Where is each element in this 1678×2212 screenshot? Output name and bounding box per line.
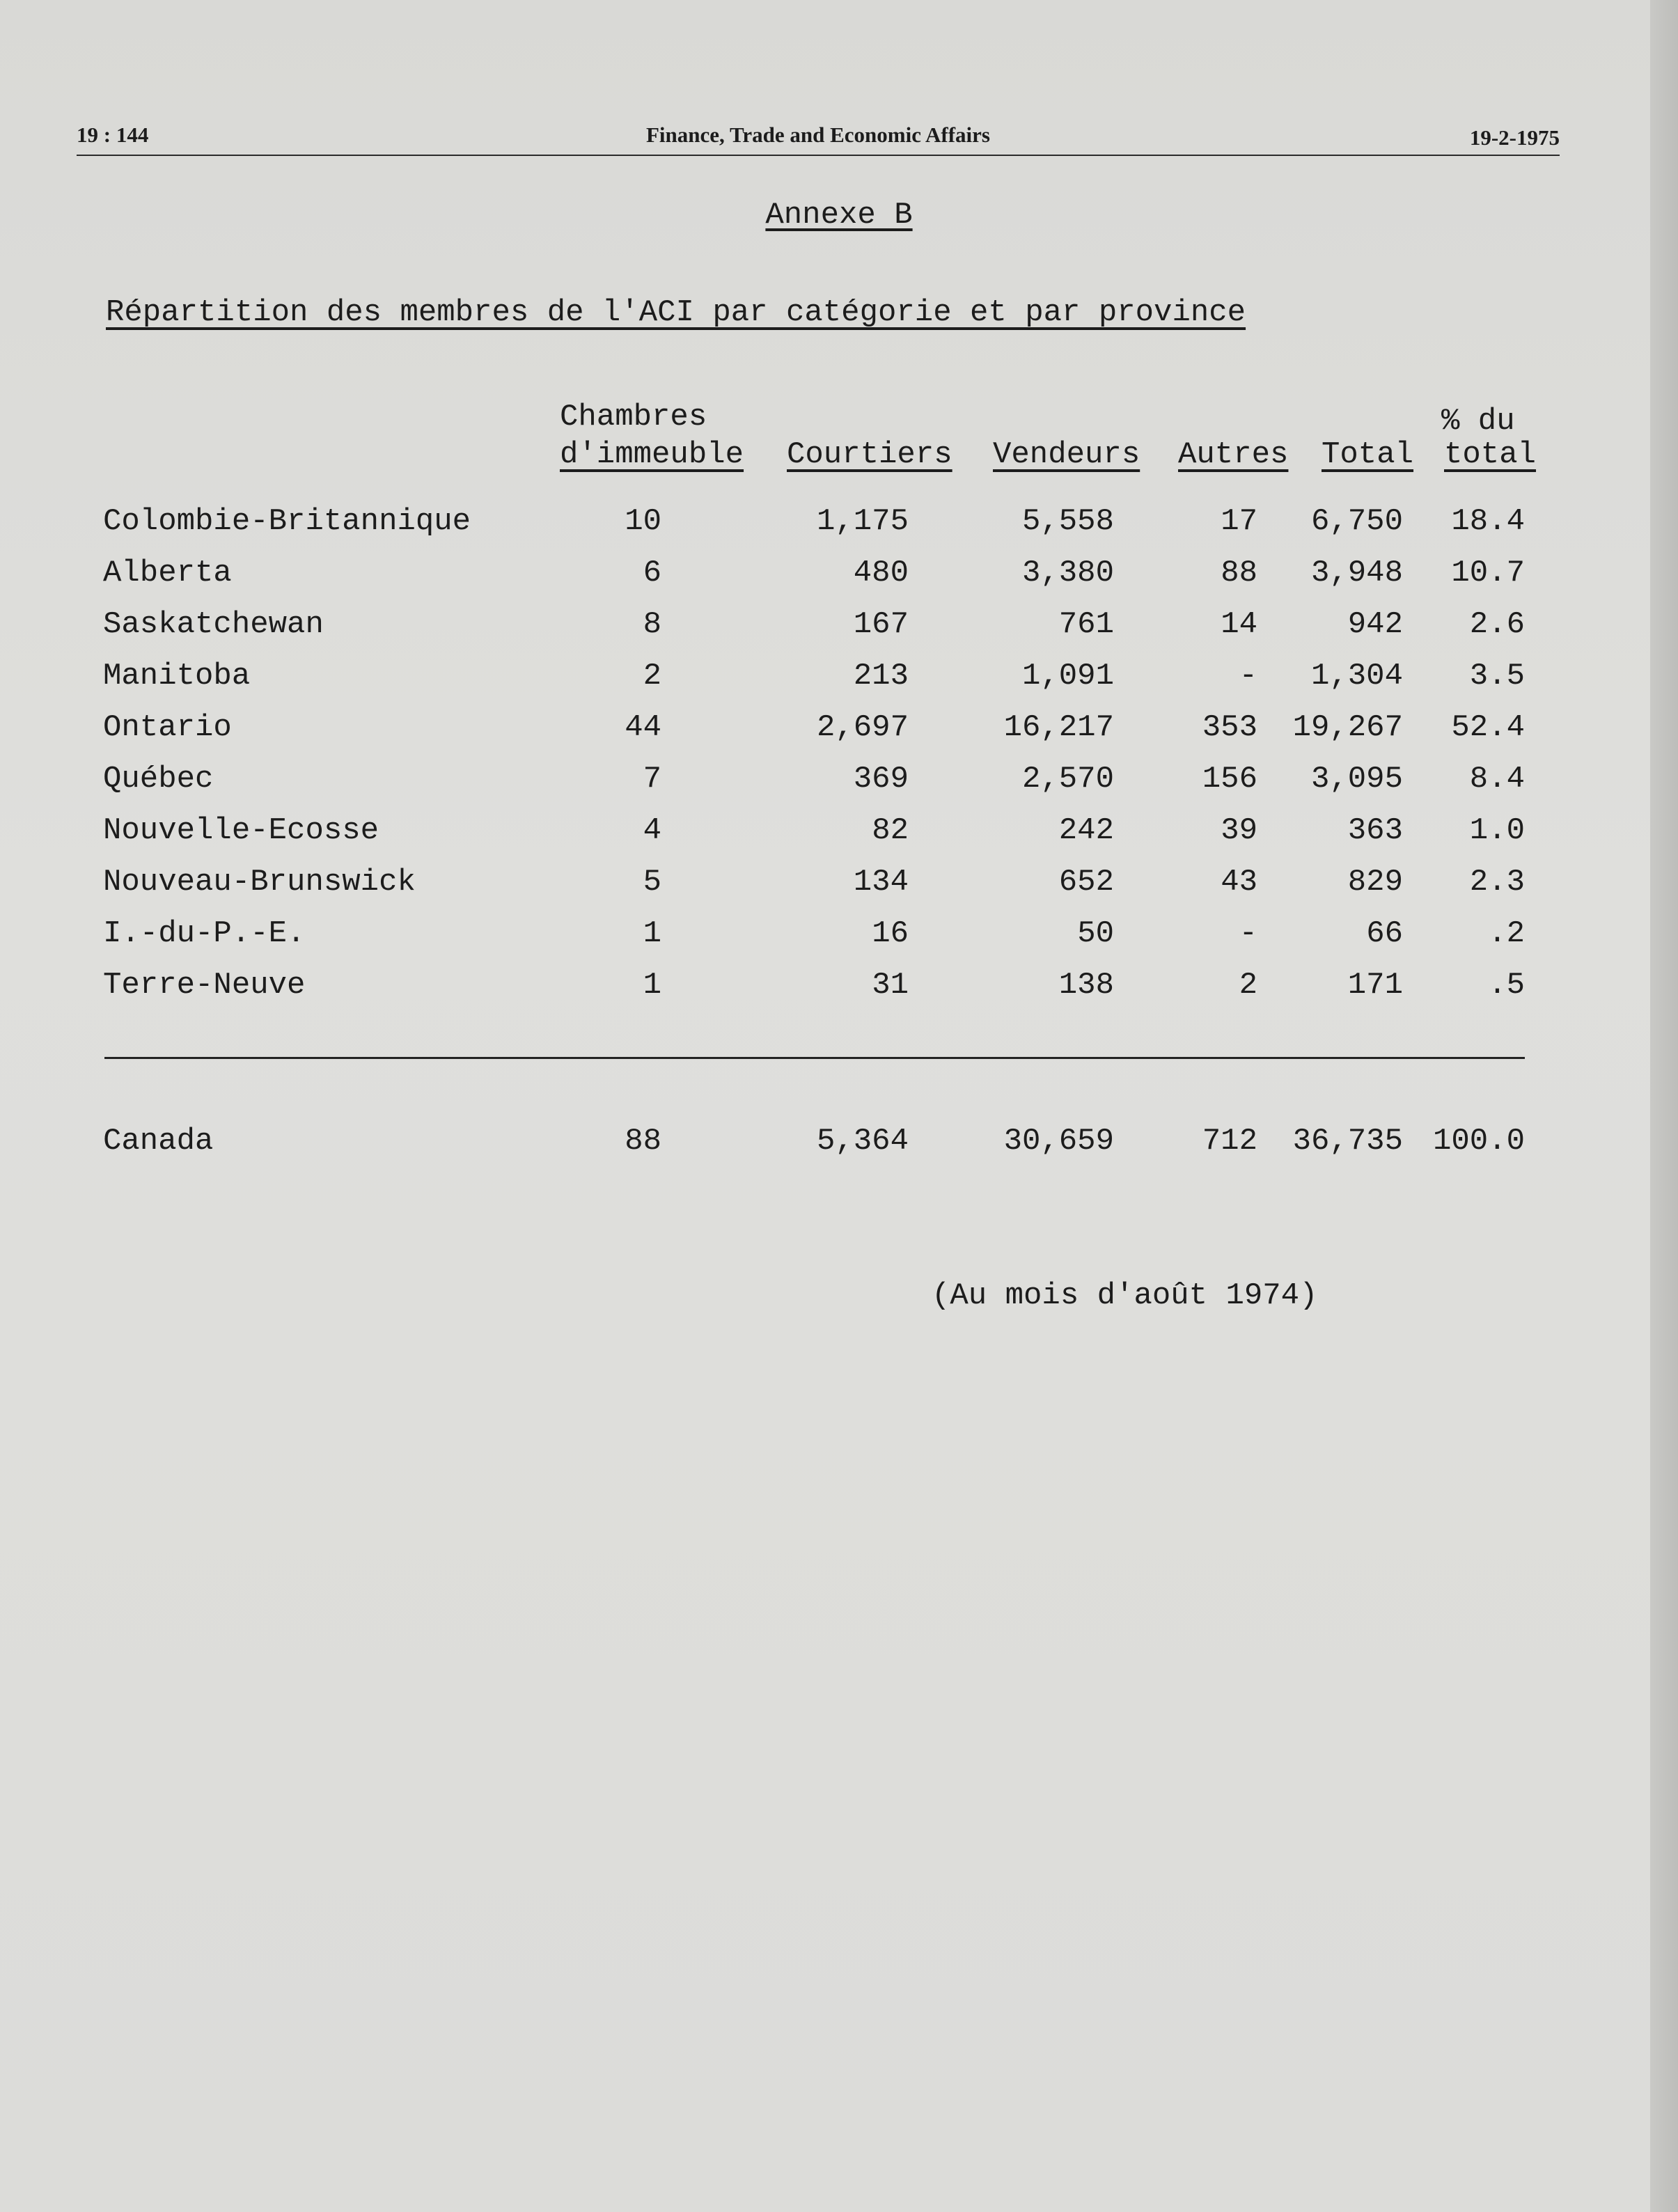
- chambres-value: 6: [643, 556, 661, 590]
- autres-value: 2: [1239, 968, 1257, 1003]
- total-value: 942: [1347, 607, 1403, 642]
- autres-value: 17: [1221, 504, 1257, 539]
- table-row: [0, 813, 1678, 855]
- page-edge-shadow: [1650, 0, 1678, 2212]
- province-name: Québec: [103, 762, 214, 797]
- vendeurs-value: 3,380: [1021, 556, 1114, 590]
- date-footnote: (Au mois d'août 1974): [932, 1278, 1318, 1313]
- table-row: [0, 762, 1678, 803]
- col-pct-line1: % du: [1441, 404, 1515, 439]
- province-name: Alberta: [103, 556, 232, 590]
- pct-value: 8.4: [1469, 762, 1525, 797]
- courtiers-value: 480: [853, 556, 909, 590]
- table-row: [0, 865, 1678, 907]
- chambres-value: 10: [625, 504, 661, 539]
- vendeurs-value: 2,570: [1021, 762, 1114, 797]
- total-value: 66: [1366, 916, 1403, 951]
- province-name: Manitoba: [103, 659, 251, 693]
- annex-title: Annexe B: [765, 198, 913, 233]
- autres-value: 156: [1202, 762, 1257, 797]
- col-chambres-line2: d'immeuble: [560, 437, 744, 472]
- vendeurs-total: 30,659: [1003, 1124, 1114, 1159]
- col-autres: Autres: [1178, 437, 1289, 472]
- page-number: 19 : 144: [77, 123, 149, 147]
- vendeurs-value: 138: [1058, 968, 1114, 1003]
- table-row: [0, 504, 1678, 546]
- courtiers-value: 31: [872, 968, 909, 1003]
- table-total-rule: [104, 1057, 1525, 1059]
- page-header: [77, 123, 1560, 157]
- courtiers-value: 1,175: [816, 504, 909, 539]
- vendeurs-value: 16,217: [1003, 710, 1114, 745]
- courtiers-value: 213: [853, 659, 909, 693]
- courtiers-value: 167: [853, 607, 909, 642]
- col-total: Total: [1322, 437, 1414, 472]
- autres-value: 88: [1221, 556, 1257, 590]
- total-value: 171: [1347, 968, 1403, 1003]
- vendeurs-value: 242: [1058, 813, 1114, 848]
- courtiers-value: 16: [872, 916, 909, 951]
- pct-value: 52.4: [1451, 710, 1525, 745]
- col-courtiers: Courtiers: [787, 437, 952, 472]
- chambres-total: 88: [625, 1124, 661, 1159]
- autres-value: 39: [1221, 813, 1257, 848]
- autres-value: 353: [1202, 710, 1257, 745]
- autres-value: -: [1239, 916, 1257, 951]
- vendeurs-value: 652: [1058, 865, 1114, 900]
- province-name: Ontario: [103, 710, 232, 745]
- pct-value: 2.6: [1469, 607, 1525, 642]
- total-row: [0, 1124, 1678, 1166]
- total-value: 19,267: [1292, 710, 1403, 745]
- pct-value: .2: [1488, 916, 1525, 951]
- courtiers-value: 134: [853, 865, 909, 900]
- total-row-name: Canada: [103, 1124, 214, 1159]
- vendeurs-value: 50: [1077, 916, 1114, 951]
- courtiers-value: 369: [853, 762, 909, 797]
- chambres-value: 2: [643, 659, 661, 693]
- pct-value: 3.5: [1469, 659, 1525, 693]
- pct-value: .5: [1488, 968, 1525, 1003]
- province-name: Nouvelle-Ecosse: [103, 813, 379, 848]
- province-name: Colombie-Britannique: [103, 504, 471, 539]
- province-name: Nouveau-Brunswick: [103, 865, 416, 900]
- pct-total: 100.0: [1432, 1124, 1525, 1159]
- vendeurs-value: 1,091: [1021, 659, 1114, 693]
- total-value: 1,304: [1310, 659, 1403, 693]
- publication-title: Finance, Trade and Economic Affairs: [646, 123, 990, 147]
- province-name: I.-du-P.-E.: [103, 916, 306, 951]
- table-row: [0, 710, 1678, 752]
- table-row: [0, 968, 1678, 1010]
- table-row: [0, 659, 1678, 700]
- total-value: 363: [1347, 813, 1403, 848]
- courtiers-total: 5,364: [816, 1124, 909, 1159]
- col-pct-line2: total: [1444, 437, 1537, 472]
- province-name: Saskatchewan: [103, 607, 324, 642]
- pct-value: 1.0: [1469, 813, 1525, 848]
- autres-value: 14: [1221, 607, 1257, 642]
- header-rule: [77, 155, 1560, 156]
- autres-total: 712: [1202, 1124, 1257, 1159]
- total-value: 3,948: [1310, 556, 1403, 590]
- table-row: [0, 607, 1678, 649]
- pct-value: 2.3: [1469, 865, 1525, 900]
- chambres-value: 7: [643, 762, 661, 797]
- header-date: 19-2-1975: [1469, 125, 1560, 150]
- chambres-value: 1: [643, 968, 661, 1003]
- chambres-value: 44: [625, 710, 661, 745]
- grand-total: 36,735: [1292, 1124, 1403, 1159]
- chambres-value: 8: [643, 607, 661, 642]
- pct-value: 10.7: [1451, 556, 1525, 590]
- autres-value: 43: [1221, 865, 1257, 900]
- col-vendeurs: Vendeurs: [993, 437, 1140, 472]
- total-value: 6,750: [1310, 504, 1403, 539]
- chambres-value: 5: [643, 865, 661, 900]
- total-value: 3,095: [1310, 762, 1403, 797]
- table-row: [0, 556, 1678, 597]
- chambres-value: 1: [643, 916, 661, 951]
- total-value: 829: [1347, 865, 1403, 900]
- chambres-value: 4: [643, 813, 661, 848]
- courtiers-value: 2,697: [816, 710, 909, 745]
- vendeurs-value: 761: [1058, 607, 1114, 642]
- pct-value: 18.4: [1451, 504, 1525, 539]
- province-name: Terre-Neuve: [103, 968, 306, 1003]
- autres-value: -: [1239, 659, 1257, 693]
- courtiers-value: 82: [872, 813, 909, 848]
- vendeurs-value: 5,558: [1021, 504, 1114, 539]
- table-title: Répartition des membres de l'ACI par catégorie et par province: [106, 295, 1246, 330]
- col-chambres-line1: Chambres: [560, 400, 707, 434]
- table-row: [0, 916, 1678, 958]
